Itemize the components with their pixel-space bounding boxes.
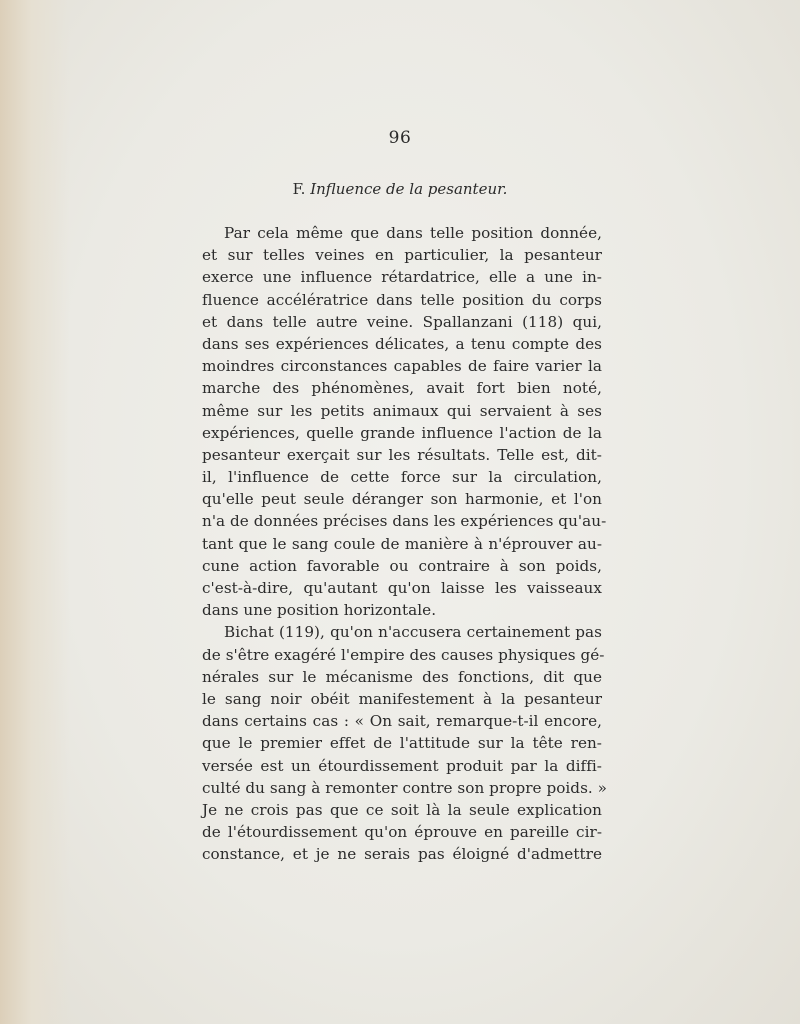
body-text bbox=[202, 222, 608, 865]
text-line: et dans telle autre veine. Spallanzani (118) qui, bbox=[202, 312, 602, 331]
text-line: qu'elle peut seule déranger son harmonie, et l'on bbox=[202, 490, 602, 509]
text-line: de l'étourdissement qu'on éprouve en pareille cir- bbox=[202, 823, 602, 842]
text-line: n'a de données précises dans les expériences qu'au- bbox=[202, 512, 607, 531]
text-line: dans une position horizontale. bbox=[202, 601, 437, 620]
text-line: même sur les petits animaux qui servaient à ses bbox=[202, 401, 602, 420]
section-title: Influence de la pesanteur. bbox=[310, 180, 508, 198]
section-letter: F. bbox=[292, 180, 306, 198]
paragraph bbox=[202, 621, 608, 865]
text-line: pesanteur exerçait sur les résultats. Telle est, dit- bbox=[202, 445, 602, 464]
text-line: tant que le sang coule de manière à n'éprouver au- bbox=[202, 534, 602, 553]
text-line: moindres circonstances capables de faire varier la bbox=[202, 357, 602, 376]
text-line: dans certains cas : « On sait, remarque-t-il encore, bbox=[202, 712, 602, 731]
text-line: marche des phénomènes, avait fort bien noté, bbox=[202, 379, 602, 398]
text-line: dans ses expériences délicates, a tenu compte des bbox=[202, 334, 602, 353]
text-line: il, l'influence de cette force sur la circulation, bbox=[202, 468, 602, 487]
text-line: fluence accélératrice dans telle position du corps bbox=[202, 290, 602, 309]
section-heading bbox=[0, 180, 800, 198]
paragraph bbox=[202, 222, 607, 621]
text-line: culté du sang à remonter contre son propre poids. » bbox=[202, 778, 608, 797]
page-edge-shading bbox=[0, 0, 70, 1024]
text-line: Bichat (119), qu'on n'accusera certainement pas bbox=[224, 623, 602, 642]
text-line: de s'être exagéré l'empire des causes physiques gé- bbox=[202, 645, 605, 664]
text-line: nérales sur le mécanisme des fonctions, dit que bbox=[202, 667, 602, 686]
text-line: expériences, quelle grande influence l'action de la bbox=[202, 423, 602, 442]
text-line: Je ne crois pas que ce soit là la seule explication bbox=[202, 800, 602, 819]
text-line: Par cela même que dans telle position donnée, bbox=[224, 224, 602, 242]
text-line: et sur telles veines en particulier, la pesanteur bbox=[202, 246, 602, 265]
text-line: que le premier effet de l'attitude sur la tête ren- bbox=[202, 734, 602, 753]
text-line: le sang noir obéit manifestement à la pesanteur bbox=[202, 689, 602, 708]
page-number: 96 bbox=[388, 128, 412, 148]
text-line: cune action favorable ou contraire à son poids, bbox=[202, 556, 602, 575]
text-line: versée est un étourdissement produit par la diffi- bbox=[202, 756, 602, 775]
text-line: exerce une influence rétardatrice, elle a une in- bbox=[202, 268, 602, 287]
text-line: constance, et je ne serais pas éloigné d'admettre bbox=[202, 845, 602, 864]
text-line: c'est-à-dire, qu'autant qu'on laisse les vaisseaux bbox=[202, 579, 602, 597]
